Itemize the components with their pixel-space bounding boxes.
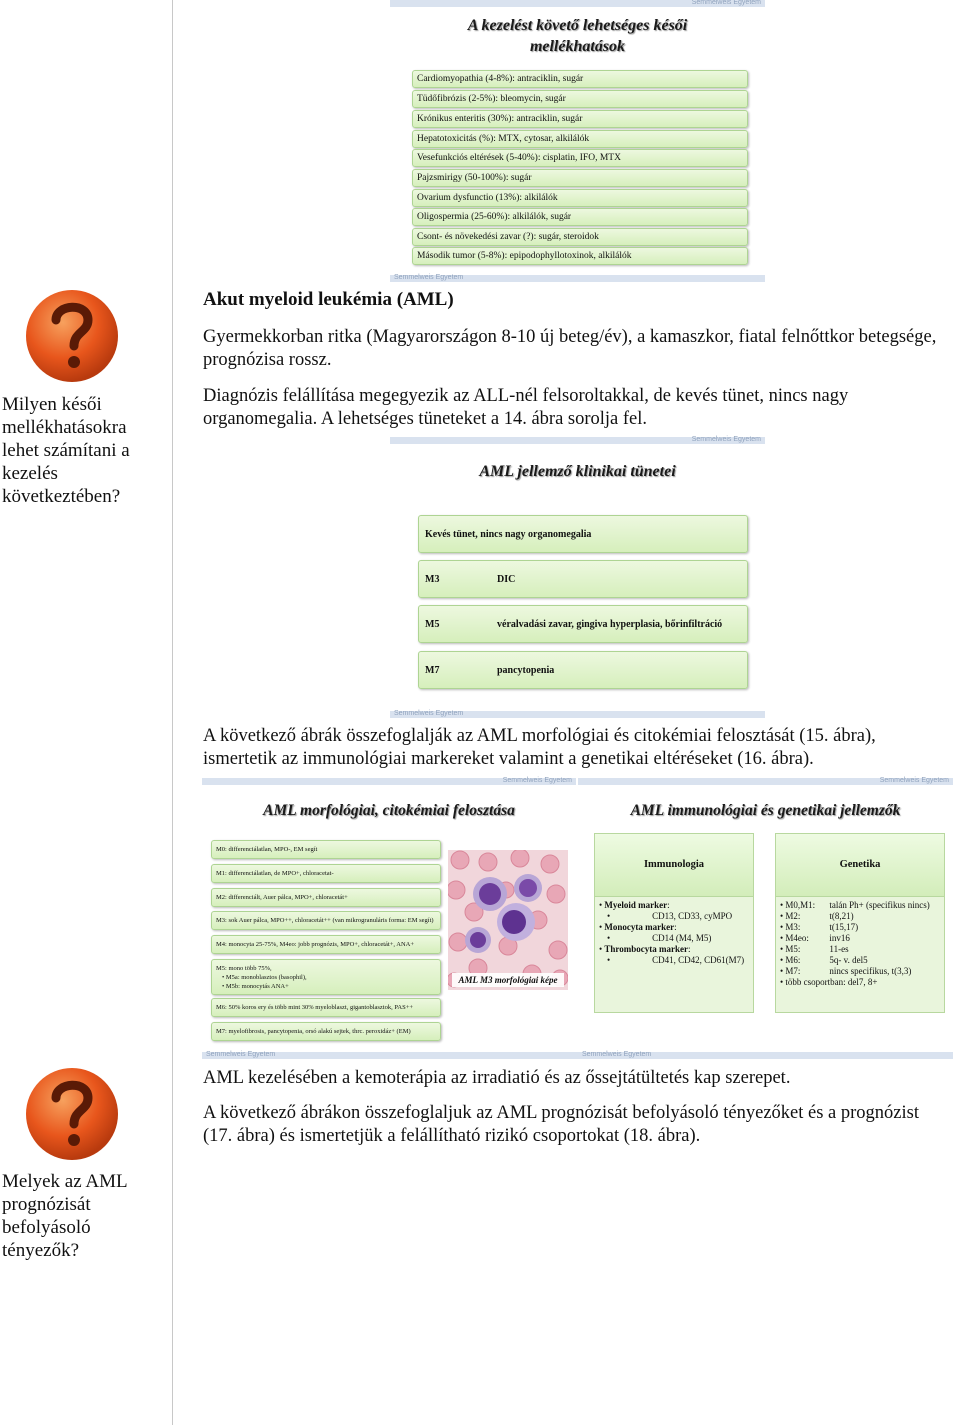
list-item: • Thrombocyta marker: [599,944,691,954]
slide-header-bar: Semmelweis Egyetem [390,711,765,718]
slide-title: AML morfológiai, citokémiai felosztása [263,802,515,819]
table-row: Kevés tünet, nincs nagy organomegalia [418,515,748,553]
paragraph: AML kezelésében a kemoterápia az irradiatió és az őssejtátültetés kap szerepet. [203,1068,791,1088]
list-item: • M6: 5q- v. del5 [780,955,868,965]
list-item: • Monocyta marker: [599,922,677,932]
slide-header-bar: Semmelweis Egyetem [390,0,765,7]
list-item: • M5: 11-es [780,944,849,954]
column-divider [172,0,173,1425]
table-row: M5 véralvadási zavar, gingiva hyperplasia, bőrinfiltráció [418,605,748,643]
slide-header-bar: Semmelweis Egyetem [202,778,576,785]
paragraph: Diagnózis felállítása megegyezik az ALL-nél felsoroltakkal, de kevés tünet, nincs nagy organomegalia. A lehetséges tüneteket a 14. ábra sorolja fel. [203,386,849,429]
genetics-column [775,833,945,1013]
slide-title: A kezelést követő lehetséges késői mellékhatások [467,17,688,55]
paragraph: A következő ábrák összefoglalják az AML morfológiai és citokémiai felosztását (15. ábra), ismertetik az immunológiai markereket valamint a genetikai eltéréseket (16. ábra). [203,726,876,769]
paragraph: Gyermekkorban ritka (Magyarországon 8-10 új beteg/év), a kamaszkor, fiatal felnőttkor betegsége, prognózisa rossz. [203,327,937,370]
question-mark-icon [20,1060,124,1164]
list-item: • M3: t(15,17) [780,922,859,932]
list-item: Vesefunkciós eltérések (5-40%): cisplatin, IFO, MTX [412,149,748,167]
list-item: Pajzsmirigy (50-100%): sugár [412,169,748,187]
column-header: Genetika [776,834,944,897]
paragraph: A következő ábrákon összefoglaljuk az AML prognózisát befolyásoló tényezőket és a prognózist (17. ábra) és ismertetjük a felállítható rizikó csoportokat (18. ábra). [203,1103,919,1146]
list-item: M3: sok Auer pálca, MPO++, chloracetát++ (van mikrogranuláris forma: EM segít) [211,911,441,930]
question-mark-icon [20,282,124,386]
slide-header-bar: Semmelweis Egyetem [578,778,953,785]
list-item: • M4eo: inv16 [780,933,850,943]
list-item: Második tumor (5-8%): epipodophyllotoxinok, alkilálók [412,247,748,265]
list-item: Tüdőfibrózis (2-5%): bleomycin, sugár [412,90,748,108]
list-item: M2: differenciált, Auer pálca, MPO+, chloracetát+ [211,888,441,907]
microscopy-image [448,850,568,990]
list-item: Krónikus enteritis (30%): antraciklin, sugár [412,110,748,128]
list-item: M1: differenciálatlan, de MPO+, chloracetat- [211,864,441,883]
table-row: M3 DIC [418,560,748,598]
slide-title: AML jellemző klinikai tünetei [479,463,676,480]
list-item: Csont- és növekedési zavar (?): sugár, steroidok [412,228,748,246]
list-item: Oligospermia (25-60%): alkilálók, sugár [412,208,748,226]
slide-header-bar: Semmelweis Egyetem [390,275,765,282]
list-item: Cardiomyopathia (4-8%): antraciklin, sugár [412,70,748,88]
side-question-prognosis: Melyek az AML prognózisát befolyásoló tényezők? [2,1171,127,1261]
side-question-late-effects: Milyen késői mellékhatásokra lehet számítani a kezelés következtében? [2,394,130,507]
slide-header-bar: Semmelweis Egyetem [390,437,765,444]
list-item: M5: mono több 75%, • M5a: monoblasztos (basophil), • M5b: monocytás ANA+ [211,959,441,995]
column-header: Immunologia [595,834,753,897]
list-item: Hepatotoxicitás (%): MTX, cytosar, alkilálók [412,130,748,148]
image-caption: AML M3 morfológiai képe [458,975,558,985]
immunology-column: Immunologia • Myeloid marker: • CD13, CD33, cyMPO • Monocyta marker: • CD14 (M4, M5) • Thrombocyta marker: • CD41, CD42, CD61(M7) [594,833,754,1013]
list-item: M4: monocyta 25-75%, M4eo: jobb prognózis, MPO+, chloracetát+, ANA+ [211,935,441,954]
list-item: • M0,M1: talán Ph+ (specifikus nincs) [780,900,930,910]
list-item: Ovarium dysfunctio (13%): alkilálók [412,189,748,207]
list-item: • M7: nincs specifikus, t(3,3) [780,966,912,976]
slide-header-bar: Semmelweis Egyetem Semmelweis Egyetem [202,1052,953,1059]
list-item: • több csoportban: del7, 8+ [780,977,878,987]
list-item: M0: differenciálatlan, MPO-, EM segít [211,840,441,859]
slide-title: AML immunológiai és genetikai jellemzők [630,802,901,819]
list-item: M6: 50% koros ery és több mint 30% myeloblaszt, gigantoblasztok, PAS++ [211,998,441,1017]
list-item: M7: myelofibrosis, pancytopenia, orsó alakú sejtek, thrc. peroxidáz+ (EM) [211,1022,441,1041]
list-item: • M2: t(8,21) [780,911,854,921]
list-item: • Myeloid marker: [599,900,670,910]
section-heading: Akut myeloid leukémia (AML) [203,289,454,310]
table-row: M7 pancytopenia [418,651,748,689]
